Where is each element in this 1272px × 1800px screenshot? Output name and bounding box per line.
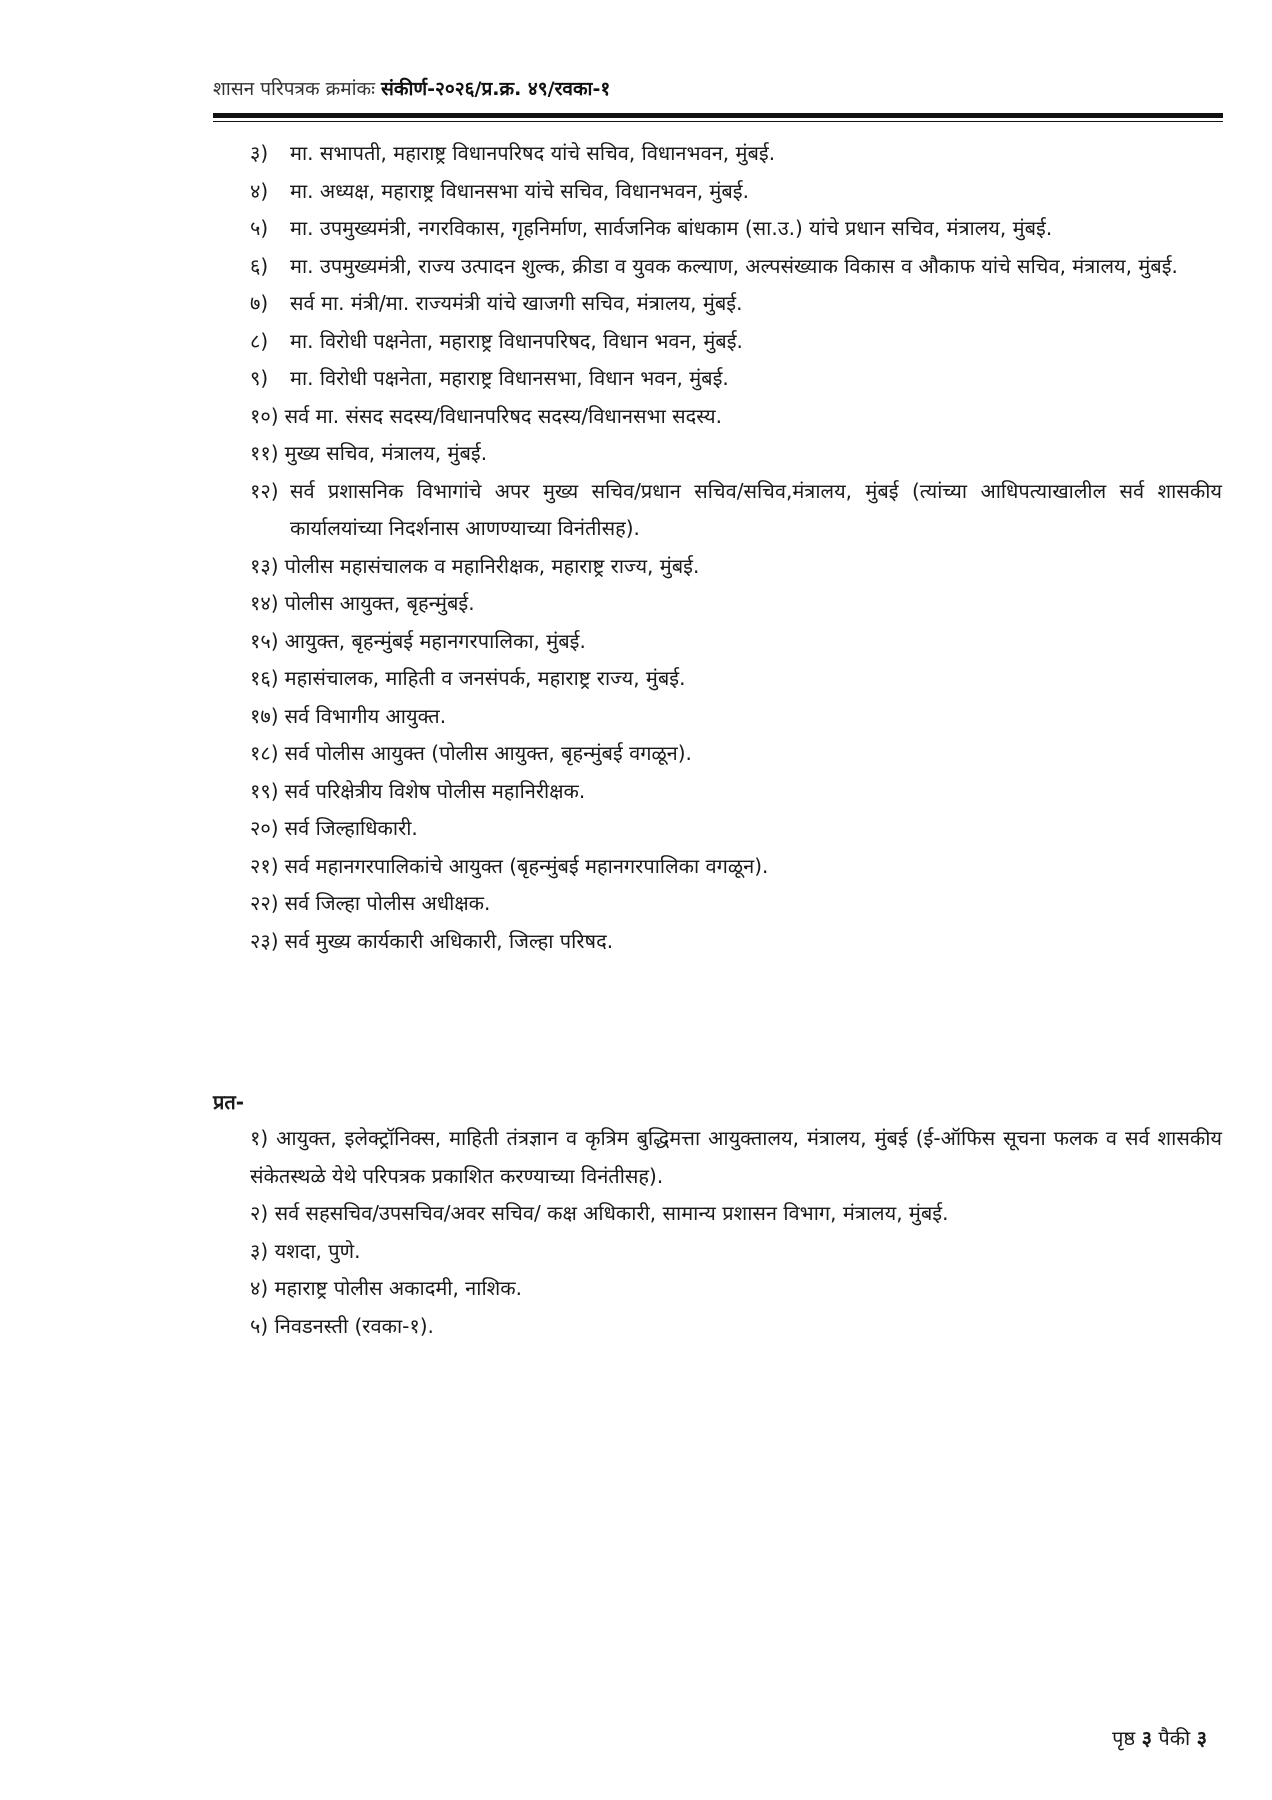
item-number: १७)	[250, 703, 279, 728]
item-number: २१)	[250, 853, 279, 878]
item-text: मुख्य सचिव, मंत्रालय, मुंबई.	[284, 441, 488, 465]
list-item	[250, 210, 1222, 248]
item-number: ७)	[250, 291, 269, 315]
item-number: १२)	[250, 478, 279, 503]
list-item	[250, 473, 1222, 548]
item-number: १९)	[250, 778, 279, 803]
item-text: मा. अध्यक्ष, महाराष्ट्र विधानसभा यांचे सचिव, विधानभवन, मुंबई.	[290, 178, 749, 203]
circular-number-label: शासन परिपत्रक क्रमांकः	[213, 78, 375, 100]
item-number: १८)	[250, 741, 279, 765]
item-text: आयुक्त, बृहन्मुंबई महानगरपालिका, मुंबई.	[284, 628, 586, 653]
item-text: निवडनस्ती (रवका-१).	[274, 1313, 434, 1338]
item-number: १५)	[250, 628, 279, 653]
item-text: सर्व जिल्हाधिकारी.	[284, 816, 418, 840]
page-number: ३	[1141, 1726, 1152, 1750]
item-number: ५)	[250, 1313, 269, 1338]
item-number: १)	[250, 1126, 269, 1150]
item-number: ११)	[250, 441, 279, 465]
item-number: २०)	[250, 816, 279, 840]
list-item	[250, 848, 1222, 886]
item-text: मा. उपमुख्यमंत्री, नगरविकास, गृहनिर्माण, सार्वजनिक बांधकाम (सा.उ.) यांचे प्रधान सचिव, मंत्रालय, मुंबई.	[290, 216, 1053, 240]
list-item	[250, 173, 1222, 211]
item-text: मा. सभापती, महाराष्ट्र विधानपरिषद यांचे सचिव, विधानभवन, मुंबई.	[290, 141, 776, 165]
item-number: ३)	[250, 141, 269, 165]
item-text: यशदा, पुणे.	[274, 1238, 361, 1263]
item-text: आयुक्त, इलेक्ट्रॉनिक्स, माहिती तंत्रज्ञान व कृत्रिम बुद्धिमत्ता आयुक्तालय, मंत्रालय, मुंबई (ई-ऑफिस सूचना फलक व सर्व शासकीय संकेतस्थळे येथे परिपत्रक प्रकाशित करण्याच्या विनंतीसह).	[250, 1126, 1222, 1188]
header-rule-thick	[213, 113, 1223, 118]
item-number: ४)	[250, 1276, 269, 1300]
item-number: ४)	[250, 178, 269, 203]
page-of: पैकी	[1158, 1726, 1191, 1750]
item-text: सर्व पोलीस आयुक्त (पोलीस आयुक्त, बृहन्मुंबई वगळून).	[284, 741, 692, 765]
item-text: सर्व प्रशासनिक विभागांचे अपर मुख्य सचिव/प्रधान सचिव/सचिव,मंत्रालय, मुंबई (त्यांच्या आधिपत्याखालील सर्व शासकीय कार्यालयांच्या निदर्शनास आणण्याच्या विनंतीसह).	[290, 478, 1222, 540]
item-number: १६)	[250, 666, 279, 690]
header-rule-thin	[213, 121, 1223, 122]
copy-section-title: प्रत-	[213, 1090, 245, 1114]
list-item	[250, 398, 1222, 436]
list-item	[250, 810, 1222, 848]
list-item	[250, 585, 1222, 623]
page-footer	[1112, 1724, 1207, 1752]
item-text: पोलीस आयुक्त, बृहन्मुंबई.	[284, 591, 475, 615]
list-item	[250, 623, 1222, 661]
item-text: सर्व जिल्हा पोलीस अधीक्षक.	[284, 891, 491, 915]
item-number: ३)	[250, 1238, 269, 1263]
item-number: १०)	[250, 403, 279, 428]
circular-number: संकीर्ण-२०२६/प्र.क्र. ४९/रवका-१	[381, 78, 611, 100]
item-number: ८)	[250, 328, 269, 353]
item-number: १३)	[250, 553, 279, 578]
item-text: पोलीस महासंचालक व महानिरीक्षक, महाराष्ट्र राज्य, मुंबई.	[284, 553, 700, 578]
list-item	[250, 360, 1222, 398]
list-item	[250, 885, 1222, 923]
item-text: सर्व महानगरपालिकांचे आयुक्त (बृहन्मुंबई महानगरपालिका वगळून).	[284, 853, 769, 878]
list-item	[250, 548, 1222, 586]
list-item	[250, 248, 1222, 286]
item-number: २२)	[250, 891, 279, 915]
page-total: ३	[1196, 1726, 1207, 1750]
item-text: सर्व सहसचिव/उपसचिव/अवर सचिव/ कक्ष अधिकारी, सामान्य प्रशासन विभाग, मंत्रालय, मुंबई.	[274, 1201, 949, 1225]
item-number: ९)	[250, 366, 269, 390]
copy-list	[250, 1120, 1222, 1345]
item-text: मा. उपमुख्यमंत्री, राज्य उत्पादन शुल्क, क्रीडा व युवक कल्याण, अल्पसंख्याक विकास व औकाफ यांचे सचिव, मंत्रालय, मुंबई.	[290, 253, 1178, 278]
item-text: महासंचालक, माहिती व जनसंपर्क, महाराष्ट्र राज्य, मुंबई.	[284, 666, 686, 690]
list-item	[250, 660, 1222, 698]
item-number: ५)	[250, 216, 269, 240]
list-item	[250, 1233, 1222, 1271]
item-text: सर्व मा. संसद सदस्य/विधानपरिषद सदस्य/विधानसभा सदस्य.	[284, 403, 723, 428]
item-number: ६)	[250, 253, 269, 278]
item-text: सर्व मा. मंत्री/मा. राज्यमंत्री यांचे खाजगी सचिव, मंत्रालय, मुंबई.	[290, 291, 743, 315]
item-text: सर्व मुख्य कार्यकारी अधिकारी, जिल्हा परिषद.	[284, 928, 614, 953]
item-number: १४)	[250, 591, 279, 615]
list-item	[250, 735, 1222, 773]
page-header	[213, 74, 1223, 104]
list-item	[250, 923, 1222, 961]
list-item	[250, 1120, 1222, 1195]
item-text: मा. विरोधी पक्षनेता, महाराष्ट्र विधानपरिषद, विधान भवन, मुंबई.	[290, 328, 743, 353]
list-item	[250, 773, 1222, 811]
page-prefix: पृष्ठ	[1112, 1726, 1136, 1750]
item-text: सर्व विभागीय आयुक्त.	[284, 703, 447, 728]
recipients-list	[250, 135, 1222, 960]
list-item	[250, 323, 1222, 361]
list-item	[250, 135, 1222, 173]
item-number: २)	[250, 1201, 269, 1225]
item-text: महाराष्ट्र पोलीस अकादमी, नाशिक.	[274, 1276, 522, 1300]
list-item	[250, 1270, 1222, 1308]
list-item	[250, 1308, 1222, 1346]
item-number: २३)	[250, 928, 279, 953]
item-text: सर्व परिक्षेत्रीय विशेष पोलीस महानिरीक्षक.	[284, 778, 586, 803]
list-item	[250, 285, 1222, 323]
list-item	[250, 698, 1222, 736]
item-text: मा. विरोधी पक्षनेता, महाराष्ट्र विधानसभा, विधान भवन, मुंबई.	[290, 366, 729, 390]
list-item	[250, 435, 1222, 473]
list-item	[250, 1195, 1222, 1233]
